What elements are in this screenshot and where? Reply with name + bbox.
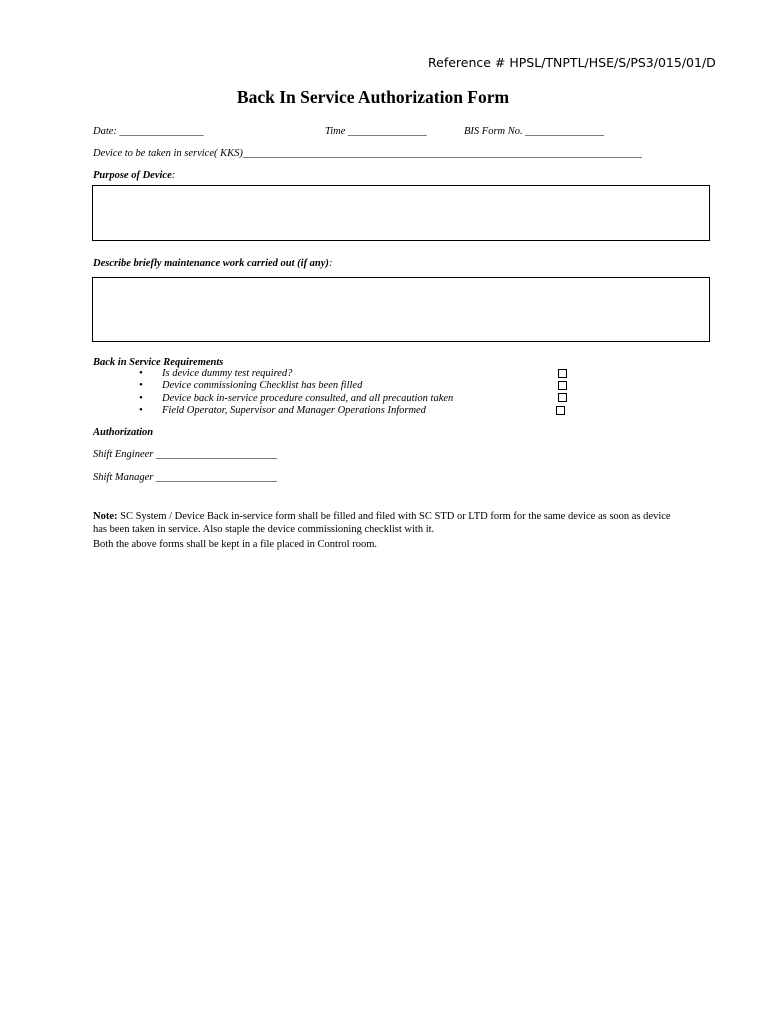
time-field[interactable]: Time _______________ — [325, 126, 427, 137]
form-title: Back In Service Authorization Form — [236, 87, 510, 107]
bis-form-no-field[interactable]: BIS Form No. _______________ — [464, 126, 604, 137]
requirement-checkbox-1[interactable] — [558, 369, 567, 378]
purpose-textbox[interactable] — [92, 185, 710, 241]
note-text: SC System / Device Back in-service form shall be filled and filed with SC STD or LTD form for the same device as soon as device has been taken in service. Also staple the device commissioning checklist with it. — [93, 511, 671, 535]
maintenance-label: Describe briefly maintenance work carried out (if any): — [93, 258, 333, 269]
authorization-heading: Authorization — [93, 427, 154, 438]
requirement-item-4: Field Operator, Supervisor and Manager Operations Informed — [162, 405, 426, 416]
requirement-checkbox-4[interactable] — [556, 406, 565, 415]
reference-number: Reference # HPSL/TNPTL/HSE/S/PS3/015/01/D — [428, 55, 716, 70]
note-label: Note: — [93, 511, 118, 522]
requirement-checkbox-2[interactable] — [558, 381, 567, 390]
requirement-item-3: Device back in-service procedure consulted, and all precaution taken — [162, 393, 454, 404]
requirements-heading: Back in Service Requirements — [93, 357, 224, 368]
note-paragraph-2: Both the above forms shall be kept in a file placed in Control room. — [93, 539, 378, 550]
bullet-4: • — [139, 404, 143, 416]
note-paragraph — [93, 510, 683, 536]
shift-engineer-field[interactable]: Shift Engineer _______________________ — [93, 449, 277, 460]
shift-manager-field[interactable]: Shift Manager _______________________ — [93, 472, 277, 483]
maintenance-textbox[interactable] — [92, 277, 710, 342]
device-kks-field[interactable]: Device to be taken in service( KKS)____________________________________________________________________________ — [93, 148, 642, 159]
bullet-1: • — [139, 367, 143, 379]
bullet-3: • — [139, 392, 143, 404]
requirement-item-2: Device commissioning Checklist has been filled — [162, 380, 363, 391]
purpose-label: Purpose of Device: — [93, 170, 176, 181]
bullet-2: • — [139, 379, 143, 391]
requirement-item-1: Is device dummy test required? — [162, 368, 293, 379]
date-field[interactable]: Date: ________________ — [93, 126, 204, 137]
requirement-checkbox-3[interactable] — [558, 393, 567, 402]
